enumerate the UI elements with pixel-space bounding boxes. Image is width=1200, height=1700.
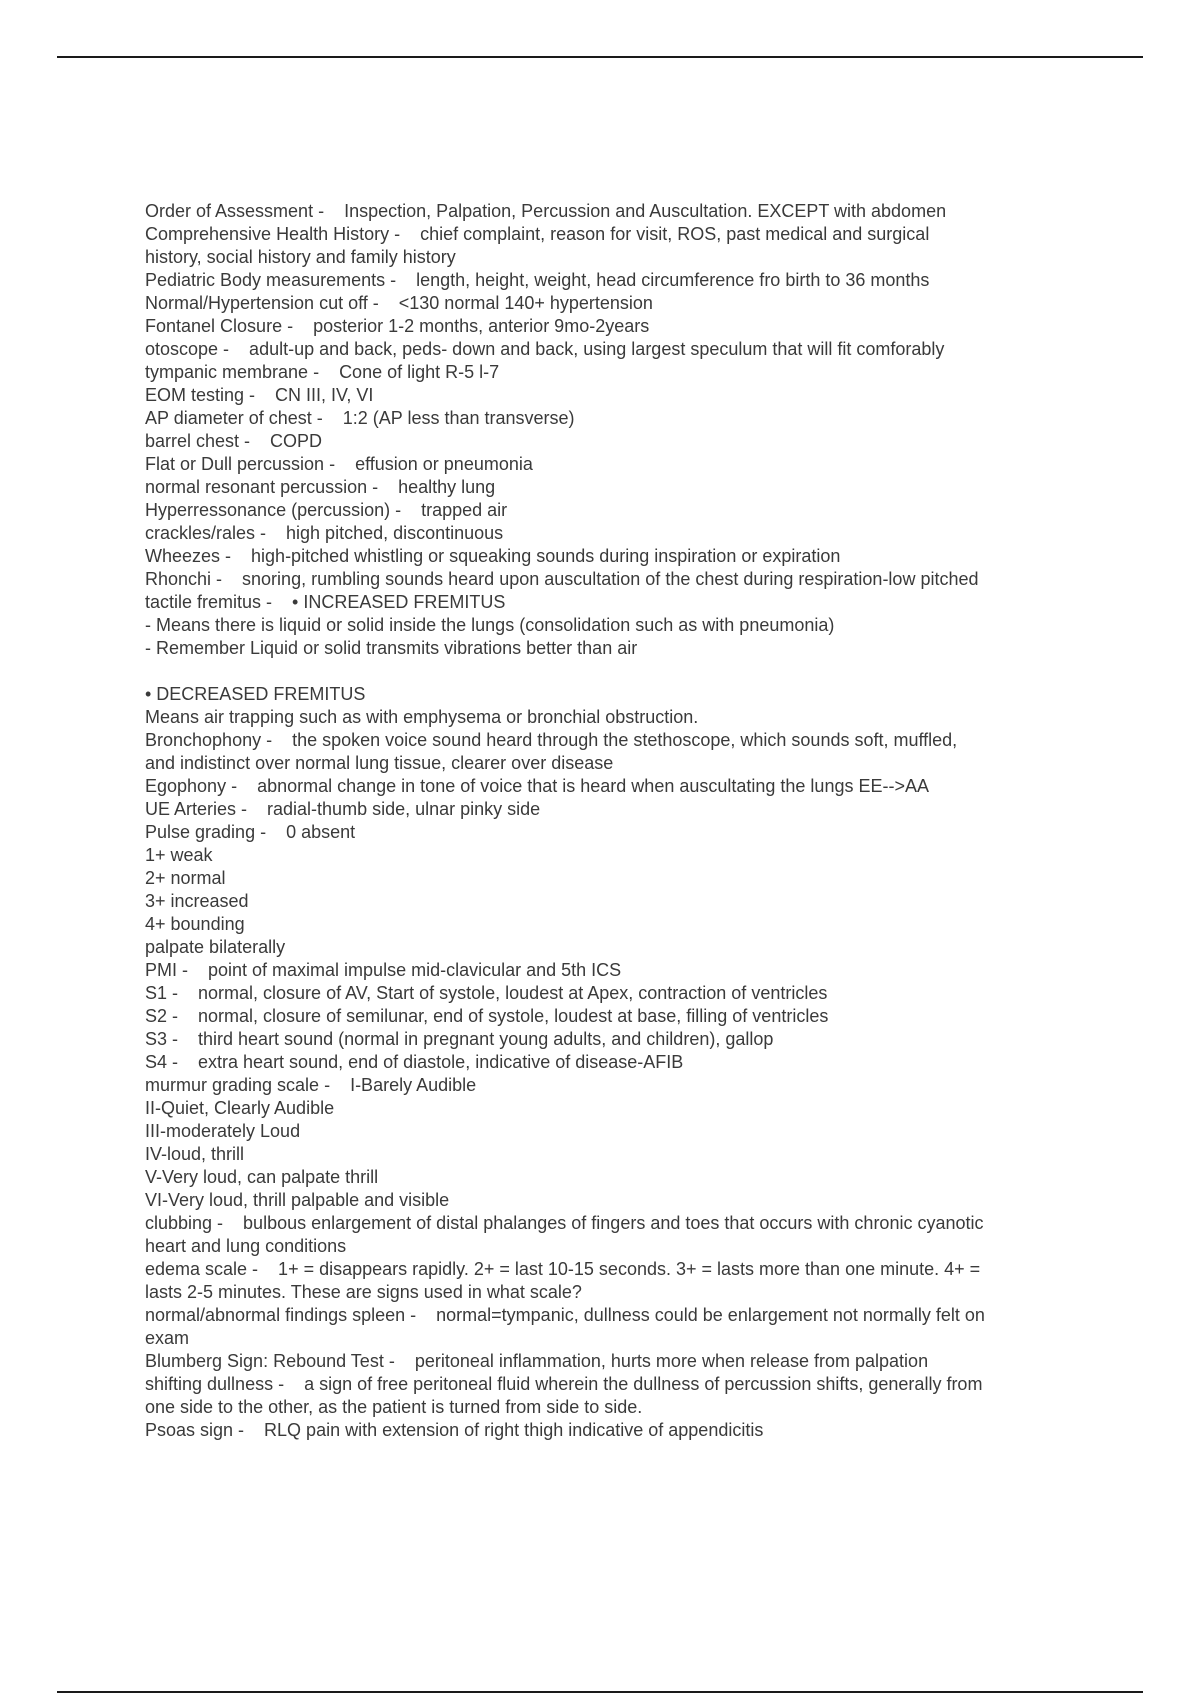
text-line: S3 - third heart sound (normal in pregnant young adults, and children), gallop (145, 1029, 774, 1049)
blank-line (145, 660, 1095, 683)
text-line: Rhonchi - snoring, rumbling sounds heard upon auscultation of the chest during respiration-low pitched (145, 569, 979, 589)
text-line: EOM testing - CN III, IV, VI (145, 385, 374, 405)
text-line: lasts 2-5 minutes. These are signs used in what scale? (145, 1282, 582, 1302)
text-line: IV-loud, thrill (145, 1144, 245, 1164)
text-line: II-Quiet, Clearly Audible (145, 1098, 335, 1118)
text-line: Fontanel Closure - posterior 1-2 months, anterior 9mo-2years (145, 316, 650, 336)
text-line: edema scale - 1+ = disappears rapidly. 2+ = last 10-15 seconds. 3+ = lasts more than one minute. 4+ = (145, 1259, 981, 1279)
text-line: 3+ increased (145, 891, 249, 911)
text-line: one side to the other, as the patient is turned from side to side. (145, 1397, 643, 1417)
text-line: shifting dullness - a sign of free peritoneal fluid wherein the dullness of percussion shifts, generally from (145, 1374, 983, 1394)
text-line: tactile fremitus - • INCREASED FREMITUS (145, 592, 506, 612)
text-line: - Means there is liquid or solid inside the lungs (consolidation such as with pneumonia) (145, 615, 835, 635)
text-line: Egophony - abnormal change in tone of voice that is heard when auscultating the lungs EE-->AA (145, 776, 929, 796)
text-line: Order of Assessment - Inspection, Palpation, Percussion and Auscultation. EXCEPT with abdomen (145, 201, 947, 221)
text-line: barrel chest - COPD (145, 431, 323, 451)
text-line: AP diameter of chest - 1:2 (AP less than transverse) (145, 408, 575, 428)
text-line: S1 - normal, closure of AV, Start of systole, loudest at Apex, contraction of ventricles (145, 983, 828, 1003)
text-line: normal/abnormal findings spleen - normal=tympanic, dullness could be enlargement not normally felt on (145, 1305, 985, 1325)
text-line: history, social history and family history (145, 247, 456, 267)
text-line: Normal/Hypertension cut off - <130 normal 140+ hypertension (145, 293, 653, 313)
text-line: Pulse grading - 0 absent (145, 822, 356, 842)
text-line: Bronchophony - the spoken voice sound heard through the stethoscope, which sounds soft, muffled, (145, 730, 958, 750)
text-line: Psoas sign - RLQ pain with extension of right thigh indicative of appendicitis (145, 1420, 764, 1440)
text-line: VI-Very loud, thrill palpable and visible (145, 1190, 450, 1210)
text-line: Flat or Dull percussion - effusion or pneumonia (145, 454, 533, 474)
text-line: III-moderately Loud (145, 1121, 301, 1141)
text-line: heart and lung conditions (145, 1236, 347, 1256)
text-line: - Remember Liquid or solid transmits vibrations better than air (145, 638, 638, 658)
text-line: and indistinct over normal lung tissue, clearer over disease (145, 753, 614, 773)
text-line: Pediatric Body measurements - length, height, weight, head circumference fro birth to 36 months (145, 270, 930, 290)
text-line: 2+ normal (145, 868, 226, 888)
text-line: Comprehensive Health History - chief complaint, reason for visit, ROS, past medical and surgical (145, 224, 930, 244)
text-line: UE Arteries - radial-thumb side, ulnar pinky side (145, 799, 541, 819)
text-line: otoscope - adult-up and back, peds- down and back, using largest speculum that will fit comforably (145, 339, 945, 359)
text-line: Hyperressonance (percussion) - trapped air (145, 500, 508, 520)
text-line: Means air trapping such as with emphysema or bronchial obstruction. (145, 707, 699, 727)
text-line: clubbing - bulbous enlargement of distal phalanges of fingers and toes that occurs with chronic cyanotic (145, 1213, 984, 1233)
text-line: PMI - point of maximal impulse mid-clavicular and 5th ICS (145, 960, 622, 980)
bottom-rule (57, 1691, 1143, 1693)
text-line: 1+ weak (145, 845, 213, 865)
text-line: 4+ bounding (145, 914, 245, 934)
text-line: crackles/rales - high pitched, discontinuous (145, 523, 504, 543)
text-line: V-Very loud, can palpate thrill (145, 1167, 379, 1187)
text-line: tympanic membrane - Cone of light R-5 l-7 (145, 362, 500, 382)
top-rule (57, 56, 1143, 58)
text-line: murmur grading scale - I-Barely Audible (145, 1075, 477, 1095)
text-line: normal resonant percussion - healthy lung (145, 477, 496, 497)
text-line: • DECREASED FREMITUS (145, 684, 366, 704)
document-body (145, 200, 1095, 1442)
text-line: S4 - extra heart sound, end of diastole, indicative of disease-AFIB (145, 1052, 684, 1072)
text-line: palpate bilaterally (145, 937, 286, 957)
text-line: Wheezes - high-pitched whistling or squeaking sounds during inspiration or expiration (145, 546, 841, 566)
text-line: S2 - normal, closure of semilunar, end of systole, loudest at base, filling of ventricles (145, 1006, 829, 1026)
text-line: Blumberg Sign: Rebound Test - peritoneal inflammation, hurts more when release from palpation (145, 1351, 929, 1371)
text-line: exam (145, 1328, 190, 1348)
